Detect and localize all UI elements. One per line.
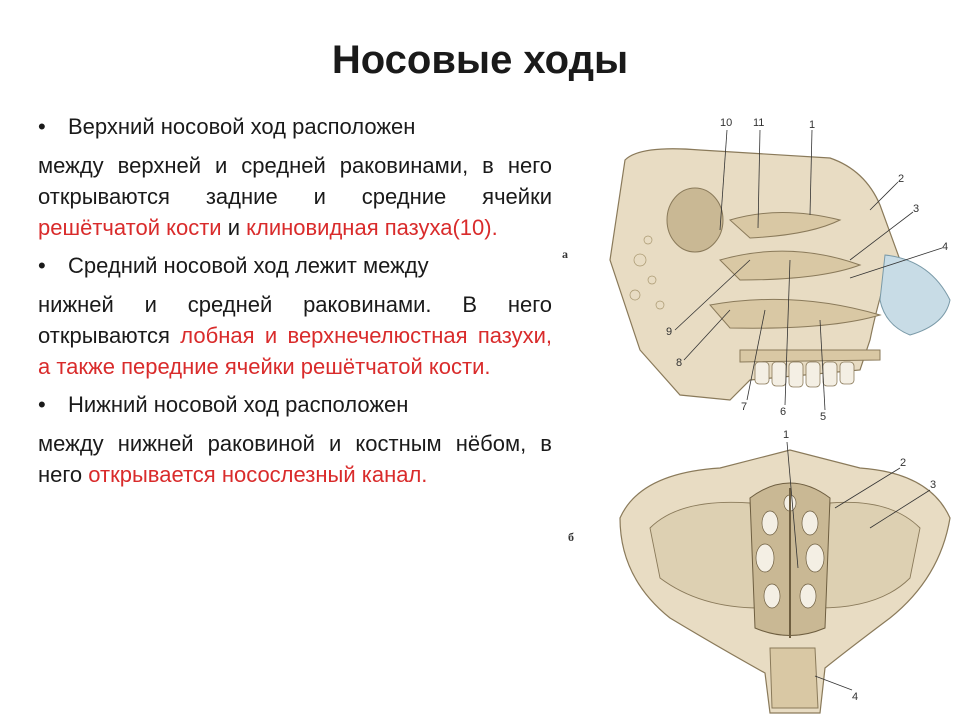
figure-b-number: 4 <box>852 691 859 703</box>
figure-b-number: 3 <box>930 479 937 491</box>
figure-a-number: 8 <box>676 357 683 369</box>
figure-a-number: 3 <box>913 203 920 215</box>
figure-a-number: 7 <box>741 401 748 413</box>
bullet-lower-meatus: • Нижний носовой ход расположен <box>38 390 552 420</box>
paragraph-upper-meatus: между верхней и средней раковинами, в него открываются задние и средние ячейки решётчатой кости и клиновидная пазуха(10). <box>38 153 552 240</box>
figure-a-number: 4 <box>942 241 949 253</box>
figure-a-number: 1 <box>809 119 816 131</box>
bullet-dot: • <box>38 253 46 278</box>
bullet-middle-meatus: • Средний носовой ход лежит между <box>38 251 552 281</box>
figure-b-ethmoid-illustration <box>600 428 960 718</box>
figure-a-nasal-cavity-illustration <box>580 110 960 430</box>
paragraph-lower-meatus: между нижней раковиной и костным нёбом, в него открывается носослезный канал. <box>38 431 552 487</box>
page-title: Носовые ходы <box>331 38 629 82</box>
bullet-dot: • <box>38 392 46 417</box>
figure-a-number: 10 <box>720 117 733 129</box>
text-column <box>38 112 552 500</box>
figure-a-label: а <box>562 247 568 261</box>
figure-a-number: 2 <box>898 173 905 185</box>
figure-b-label: б <box>568 530 574 544</box>
figure-a-number: 6 <box>780 406 787 418</box>
figure-a-number: 9 <box>666 326 673 338</box>
bullet-upper-meatus: • Верхний носовой ход расположен <box>38 112 552 142</box>
bullet-dot: • <box>38 114 46 139</box>
paragraph-middle-meatus: нижней и средней раковинами. В него открываются лобная и верхнечелюстная пазухи, а также передние ячейки решётчатой кости. <box>38 292 552 379</box>
figure-a-number: 5 <box>820 411 827 423</box>
figure-b-number: 2 <box>900 457 907 469</box>
figure-a-number: 11 <box>753 117 765 129</box>
figure-b-number: 1 <box>783 429 790 441</box>
